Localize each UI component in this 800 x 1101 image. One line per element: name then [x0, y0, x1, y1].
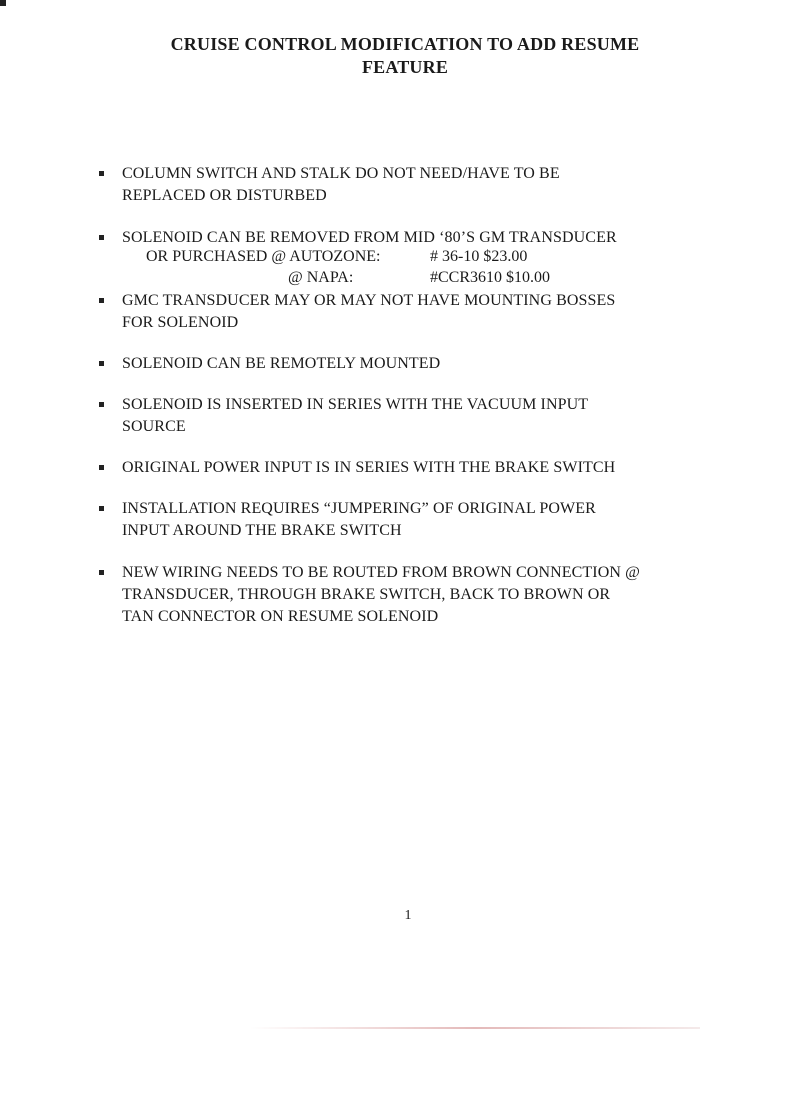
- list-item-text: FOR SOLENOID: [122, 314, 239, 331]
- scan-artifact: [250, 1027, 700, 1029]
- list-item-text: SOLENOID CAN BE REMOTELY MOUNTED: [122, 355, 441, 372]
- title-line-1: CRUISE CONTROL MODIFICATION TO ADD RESUME: [170, 34, 640, 54]
- title-line-2: FEATURE: [361, 57, 449, 77]
- list-item-text: COLUMN SWITCH AND STALK DO NOT NEED/HAVE TO BE: [122, 165, 560, 182]
- list-item-text: NEW WIRING NEEDS TO BE ROUTED FROM BROWN CONNECTION @: [122, 564, 640, 581]
- bullet-icon: [99, 298, 104, 303]
- bullet-icon: [99, 361, 104, 366]
- list-item-text: SOLENOID CAN BE REMOVED FROM MID ‘80’S GM TRANSDUCER: [122, 229, 617, 246]
- scan-artifact: [0, 0, 6, 6]
- list-item-text: SOURCE: [122, 418, 186, 435]
- bullet-icon: [99, 465, 104, 470]
- list-item-text: INPUT AROUND THE BRAKE SWITCH: [122, 522, 402, 539]
- autozone-source: OR PURCHASED @ AUTOZONE:: [146, 248, 381, 265]
- list-item-text: INSTALLATION REQUIRES “JUMPERING” OF ORIGINAL POWER: [122, 500, 596, 517]
- list-item-text: SOLENOID IS INSERTED IN SERIES WITH THE VACUUM INPUT: [122, 396, 589, 413]
- bullet-icon: [99, 402, 104, 407]
- bullet-icon: [99, 171, 104, 176]
- list-item-text: TAN CONNECTOR ON RESUME SOLENOID: [122, 608, 439, 625]
- napa-source: @ NAPA:: [288, 269, 354, 286]
- napa-part: #CCR3610 $10.00: [430, 269, 551, 286]
- autozone-part: # 36-10 $23.00: [430, 248, 528, 265]
- list-item-text: ORIGINAL POWER INPUT IS IN SERIES WITH THE BRAKE SWITCH: [122, 459, 616, 476]
- bullet-icon: [99, 570, 104, 575]
- list-item-text: GMC TRANSDUCER MAY OR MAY NOT HAVE MOUNTING BOSSES: [122, 292, 616, 309]
- bullet-icon: [99, 506, 104, 511]
- document-title: [100, 33, 710, 79]
- list-item-text: TRANSDUCER, THROUGH BRAKE SWITCH, BACK TO BROWN OR: [122, 586, 611, 603]
- list-item-text: REPLACED OR DISTURBED: [122, 187, 327, 204]
- page-number: 1: [404, 908, 412, 923]
- bullet-icon: [99, 235, 104, 240]
